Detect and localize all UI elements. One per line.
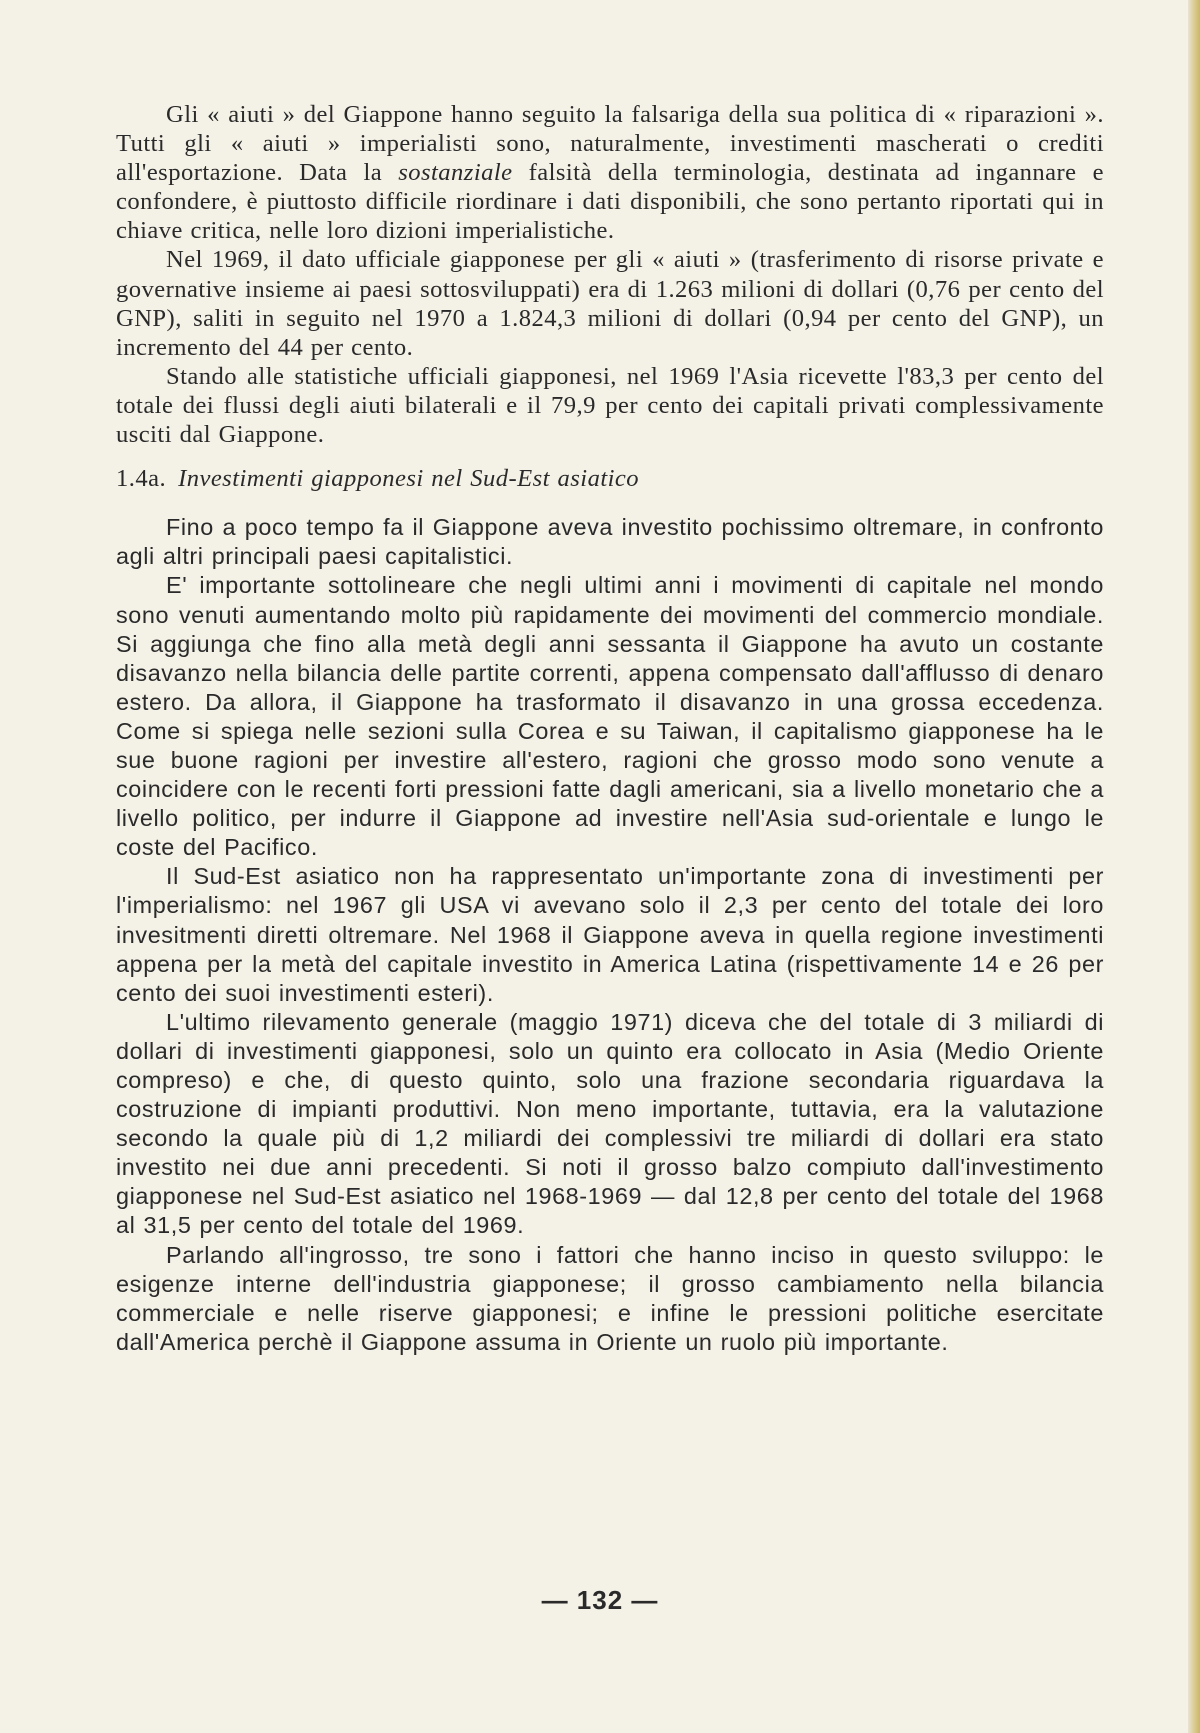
paragraph: Il Sud-Est asiatico non ha rappresentato un'importante zona di investimenti per l'imperialismo: nel 1967 gli USA vi avevano solo il 2,3 per cento del totale dei loro invesitmenti diretti oltremare. Nel 1968 il Giappone aveva in quella regione investimenti appena per la metà del capitale investito in America Latina (rispettivamente 14 e 26 per cento dei suoi investimenti esteri).	[116, 863, 1104, 1006]
page-edge	[1188, 0, 1200, 1733]
paragraph-text: Gli « aiuti » del Giappone hanno seguito la falsariga della sua politica di « riparazioni ». Tutti gli « aiuti » imperialisti sono, naturalmente, investimenti mascherati o crediti all'esportazione. Data la	[116, 101, 1104, 187]
section-number: 1.4a.	[116, 465, 167, 493]
paragraph: E' importante sottolineare che negli ultimi anni i movimenti di capitale nel mondo sono venuti aumentando molto più rapidamente dei movimenti del commercio mondiale. Si aggiunga che fino alla metà degli anni sessanta il Giappone ha avuto un costante disavanzo nella bilancia delle partite correnti, appena compensato dall'afflusso di denaro estero. Da allora, il Giappone ha trasformato il disavanzo in una grossa eccedenza. Come si spiega nelle sezioni sulla Corea e su Taiwan, il capitalismo giapponese ha le sue buone ragioni per investire all'estero, ragioni che grosso modo sono venute a coincidere con le recenti forti pressioni fatte dagli americani, sia a livello monetario che a livello politico, per indurre il Giappone ad investire nell'Asia sud-orientale e lungo le coste del Pacifico.	[116, 572, 1104, 861]
paragraph: Fino a poco tempo fa il Giappone aveva investito pochissimo oltremare, in confronto agli altri principali paesi capitalistici.	[116, 514, 1104, 570]
paragraph	[116, 100, 1104, 245]
emphasis-text: sostanziale	[398, 159, 513, 187]
paragraph: Nel 1969, il dato ufficiale giapponese per gli « aiuti » (trasferimento di risorse private e governative insieme ai paesi sottosviluppati) era di 1.263 milioni di dollari (0,76 per cento del GNP), saliti in seguito nel 1970 a 1.824,3 milioni di dollari (0,94 per cento del GNP), un incremento del 44 per cento.	[116, 246, 1104, 361]
paragraph: L'ultimo rilevamento generale (maggio 1971) diceva che del totale di 3 miliardi di dollari di investimenti giapponesi, solo un quinto era collocato in Asia (Medio Oriente compreso) e che, di questo quinto, solo una frazione secondaria riguardava la costruzione di impianti produttivi. Non meno importante, tuttavia, era la valutazione secondo la quale più di 1,2 miliardi dei complessivi tre miliardi di dollari era stato investito nei due anni precedenti. Si noti il grosso balzo compiuto dall'investimento giapponese nel Sud-Est asiatico nel 1968-1969 — dal 12,8 per cento del totale del 1968 al 31,5 per cento del totale del 1969.	[116, 1008, 1104, 1239]
paragraph: Parlando all'ingrosso, tre sono i fattori che hanno inciso in questo sviluppo: le esigenze interne dell'industria giapponese; il grosso cambiamento nella bilancia commerciale e nelle riserve giapponesi; e infine le pressioni politiche esercitate dall'America perchè il Giappone assuma in Oriente un ruolo più importante.	[116, 1241, 1104, 1355]
paragraph-text: falsità della terminologia, destinata ad ingannare e confondere, è piuttosto difficile riordinare i dati disponibili, che sono pertanto riportati qui in chiave critica, nelle loro dizioni imperialistiche.	[116, 159, 1105, 245]
paragraph: Stando alle statistiche ufficiali giapponesi, nel 1969 l'Asia ricevette l'83,3 per cento del totale dei flussi degli aiuti bilaterali e il 79,9 per cento dei capitali privati complessivamente usciti dal Giappone.	[116, 362, 1104, 449]
page-text	[116, 100, 1104, 1357]
page-number: — 132 —	[541, 1585, 659, 1615]
section-title: Investimenti giapponesi nel Sud-Est asiatico	[178, 465, 640, 493]
section-heading	[116, 464, 1104, 493]
